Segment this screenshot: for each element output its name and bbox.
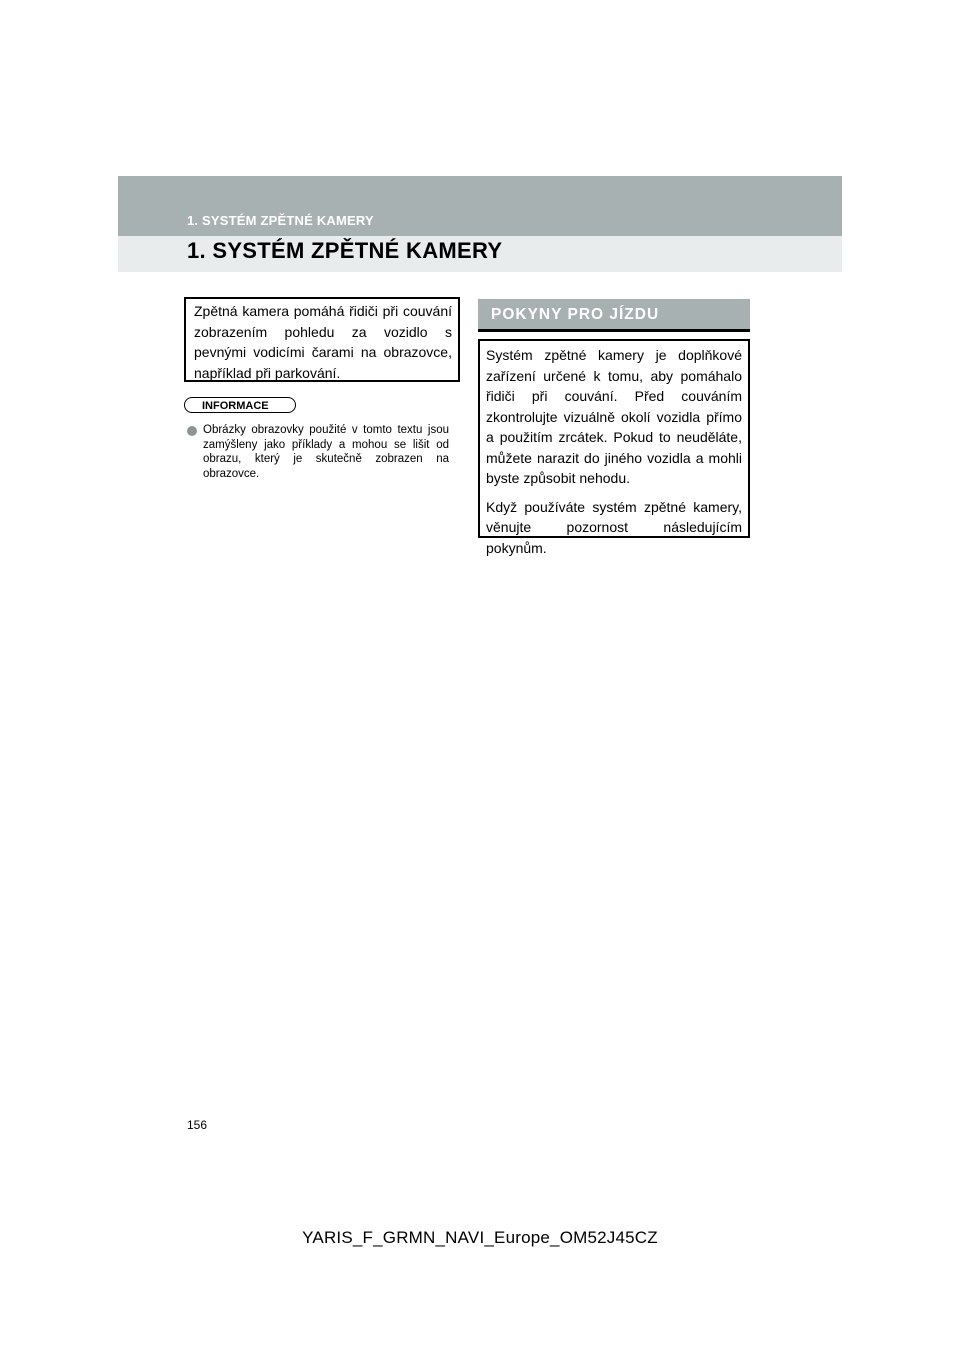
document-code: YARIS_F_GRMN_NAVI_Europe_OM52J45CZ — [302, 1228, 658, 1247]
caution-paragraph-1: Systém zpětné kamery je doplňkové zařízení určené k tomu, aby pomáhalo řidiči při couvání. Před couváním zkontrolujte vizuálně okolí vozidla přímo a použitím zrcátek. Pokud to neuděláte, můžete narazit do jiného vozidla a mohli byste způsobit nehodu. — [486, 347, 742, 486]
info-badge: INFORMACE — [184, 397, 296, 413]
caution-header — [478, 299, 750, 332]
bullet-icon — [187, 426, 197, 436]
section-header-band — [118, 176, 842, 236]
info-text: Obrázky obrazovky použité v tomto textu jsou zamýšleny jako příklady a mohou se lišit od obrazu, který je skutečně zobrazen na obrazovce. — [203, 424, 449, 480]
section-label: 1. SYSTÉM ZPĚTNÉ KAMERY — [187, 213, 374, 228]
page-number: 156 — [187, 1118, 208, 1132]
caution-paragraph-2: Když používáte systém zpětné kamery, věnujte pozornost následujícím pokynům. — [486, 498, 742, 556]
caution-box — [478, 339, 750, 556]
page-title: 1. SYSTÉM ZPĚTNÉ KAMERY — [187, 238, 503, 263]
caution-title: POKYNY PRO JÍZDU — [491, 306, 660, 323]
intro-box: Zpětná kamera pomáhá řidiči při couvání zobrazením pohledu za vozidlo s pevnými vodicími čarami na obrazovce, například při parkování. — [184, 297, 460, 382]
title-band — [118, 236, 842, 272]
info-item — [187, 423, 449, 481]
